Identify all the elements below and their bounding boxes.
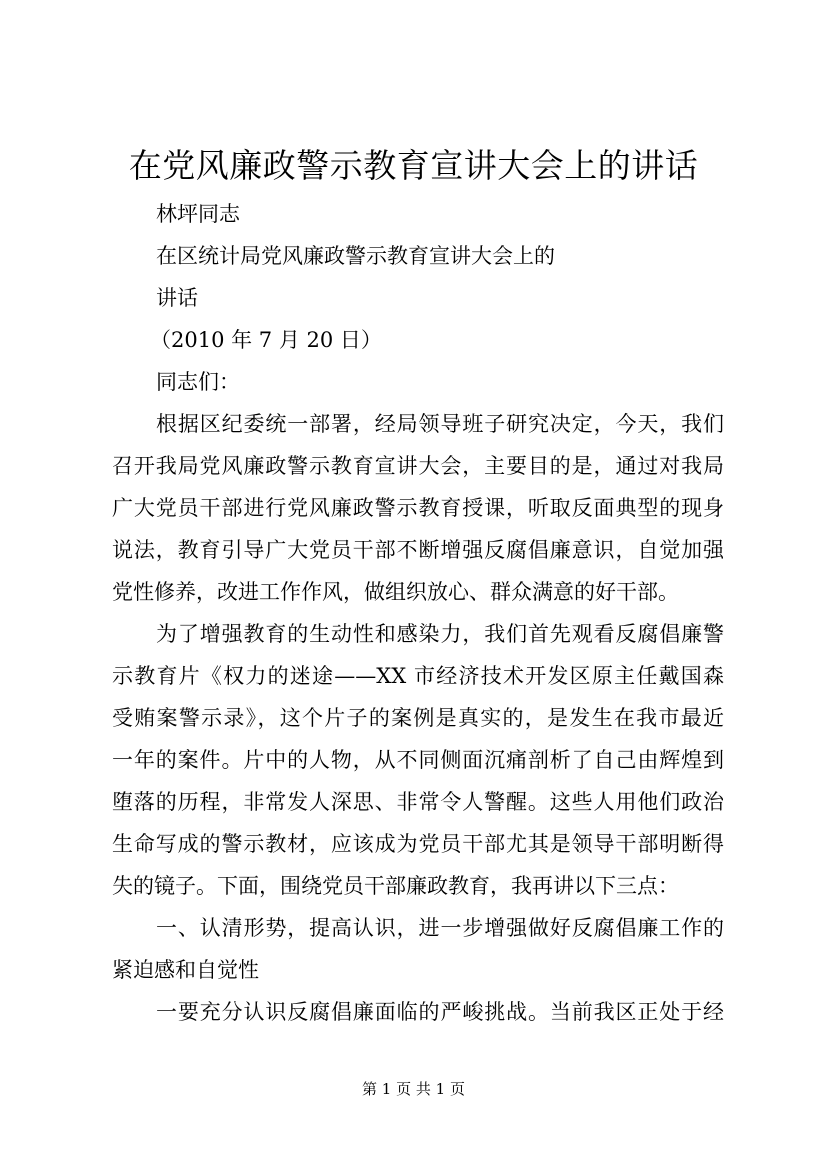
- subtitle-line-1: 在区统计局党风廉政警示教育宣讲大会上的: [156, 244, 555, 268]
- author-line: 林坪同志: [156, 202, 240, 226]
- paragraph-1-line-5: 党性修养，改进工作作风，做组织放心、群众满意的好干部。: [112, 580, 679, 604]
- salutation: 同志们：: [156, 370, 240, 394]
- document-title: 在党风廉政警示教育宣讲大会上的讲话: [128, 146, 699, 185]
- paragraph-2-line-7: 失的镜子。下面，围绕党员干部廉政教育，我再讲以下三点：: [112, 874, 679, 898]
- paragraph-1-line-2: 召开我局党风廉政警示教育宣讲大会，主要目的是，通过对我局: [112, 454, 724, 478]
- paragraph-4-line-1: 一要充分认识反腐倡廉面临的严峻挑战。当前我区正处于经: [156, 1000, 724, 1024]
- page-footer: 第 1 页 共 1 页: [362, 1080, 465, 1098]
- paragraph-2-line-6: 生命写成的警示教材，应该成为党员干部尤其是领导干部明断得: [112, 832, 724, 856]
- section-heading-1-line-2: 紧迫感和自觉性: [112, 958, 259, 982]
- paragraph-2-line-2: 示教育片《权力的迷途——XX 市经济技术开发区原主任戴国森: [112, 664, 724, 688]
- paragraph-1-line-4: 说法，教育引导广大党员干部不断增强反腐倡廉意识，自觉加强: [112, 538, 724, 562]
- paragraph-1-line-1: 根据区纪委统一部署，经局领导班子研究决定，今天，我们: [156, 412, 724, 436]
- paragraph-2-line-4: 一年的案件。片中的人物，从不同侧面沉痛剖析了自己由辉煌到: [112, 748, 724, 772]
- subtitle-line-2: 讲话: [156, 286, 198, 310]
- paragraph-2-line-5: 堕落的历程，非常发人深思、非常令人警醒。这些人用他们政治: [112, 790, 724, 814]
- paragraph-2-line-3: 受贿案警示录》，这个片子的案例是真实的，是发生在我市最近: [112, 706, 724, 730]
- section-heading-1-line-1: 一、认清形势，提高认识，进一步增强做好反腐倡廉工作的: [156, 916, 724, 940]
- paragraph-2-line-1: 为了增强教育的生动性和感染力，我们首先观看反腐倡廉警: [156, 622, 724, 646]
- date-line: （2010 年 7 月 20 日）: [150, 328, 382, 352]
- paragraph-1-line-3: 广大党员干部进行党风廉政警示教育授课，听取反面典型的现身: [112, 496, 724, 520]
